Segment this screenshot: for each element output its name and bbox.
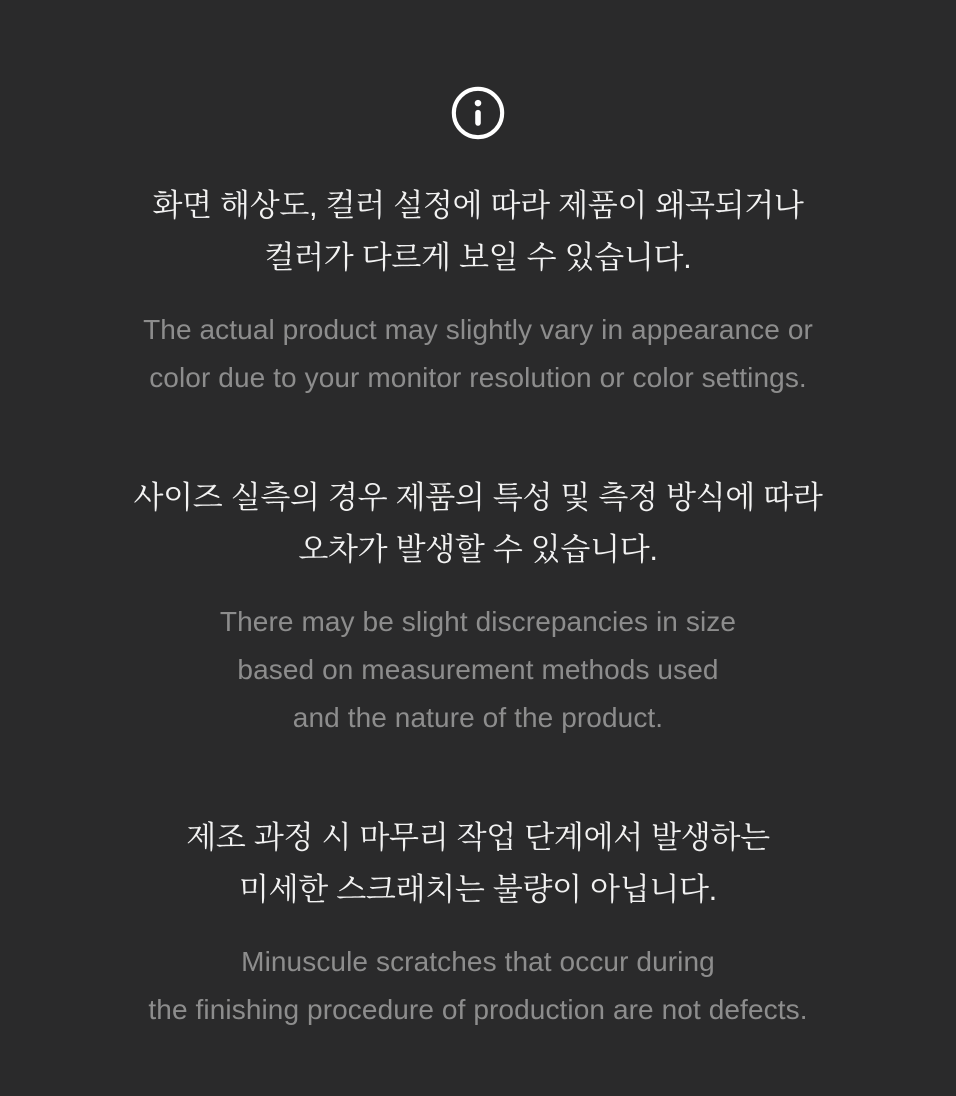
notice-korean-text <box>148 812 807 916</box>
korean-text-line: 오차가 발생할 수 있습니다. <box>298 532 658 567</box>
korean-text-line: 미세한 스크래치는 불량이 아닙니다. <box>239 872 717 907</box>
notice-section-scratches <box>148 812 807 1034</box>
english-text-line: the finishing procedure of production are not defects. <box>148 994 808 1025</box>
english-text-line: and the nature of the product. <box>292 702 664 733</box>
info-icon <box>449 84 507 142</box>
notice-english-text <box>143 306 813 402</box>
notice-english-text <box>133 598 822 742</box>
notice-korean-text <box>133 472 822 576</box>
korean-text-line: 제조 과정 시 마무리 작업 단계에서 발생하는 <box>186 820 770 855</box>
english-text-line: The actual product may slightly vary in appearance or <box>143 314 813 345</box>
notice-english-text <box>148 938 807 1034</box>
english-text-line: There may be slight discrepancies in size <box>219 606 737 637</box>
korean-text-line: 화면 해상도, 컬러 설정에 따라 제품이 왜곡되거나 <box>152 188 804 223</box>
english-text-line: Minuscule scratches that occur during <box>241 946 715 977</box>
english-text-line: color due to your monitor resolution or color settings. <box>149 362 807 393</box>
korean-text-line: 사이즈 실측의 경우 제품의 특성 및 측정 방식에 따라 <box>133 480 823 515</box>
english-text-line: based on measurement methods used <box>237 654 719 685</box>
notice-korean-text <box>143 180 813 284</box>
korean-text-line: 컬러가 다르게 보일 수 있습니다. <box>264 240 692 275</box>
notice-section-size <box>133 472 822 742</box>
notice-section-display <box>143 180 813 402</box>
